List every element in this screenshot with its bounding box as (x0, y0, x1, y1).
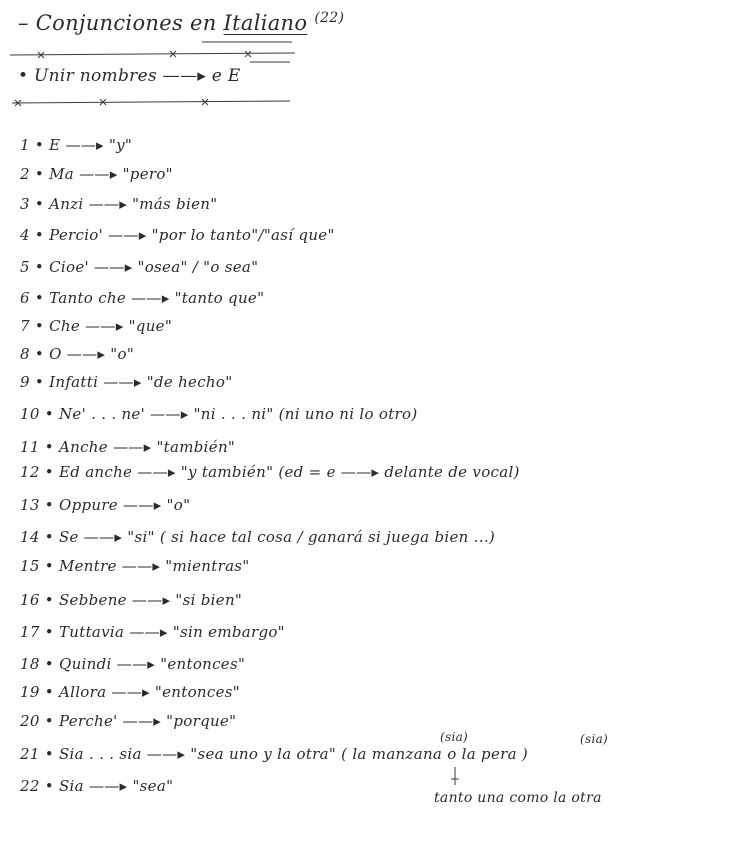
title-language: Italiano (223, 11, 308, 35)
list-item: 22 • Sia ——▸ "sea" (20, 777, 174, 795)
list-item: 4 • Percio' ——▸ "por lo tanto"/"así que" (20, 226, 335, 244)
annotation-sia: (sia) (580, 732, 609, 746)
list-item: 1 • E ——▸ "y" (20, 136, 133, 154)
list-item: 6 • Tanto che ——▸ "tanto que" (20, 289, 265, 307)
list-item: 10 • Ne' . . . ne' ——▸ "ni . . . ni" (ni uno ni lo otro) (20, 405, 418, 423)
list-item: 3 • Anzi ——▸ "más bien" (20, 195, 218, 213)
annotation-below: tanto una como la otra (434, 790, 602, 806)
list-item: 14 • Se ——▸ "si" ( si hace tal cosa / ganará si juega bien ...) (20, 528, 496, 546)
list-item: 15 • Mentre ——▸ "mientras" (20, 557, 250, 575)
list-item: 13 • Oppure ——▸ "o" (20, 496, 191, 514)
list-item: 20 • Perche' ——▸ "porque" (20, 712, 237, 730)
list-item: 12 • Ed anche ——▸ "y también" (ed = e ——▸ delante de vocal) (20, 463, 520, 481)
divider-line (12, 101, 290, 103)
list-item: 16 • Sebbene ——▸ "si bien" (20, 591, 243, 609)
title-count: (22) (314, 10, 345, 26)
list-item: 18 • Quindi ——▸ "entonces" (20, 655, 246, 673)
annotation-sia: (sia) (440, 730, 469, 744)
list-item: 19 • Allora ——▸ "entonces" (20, 683, 240, 701)
list-item: 7 • Che ——▸ "que" (20, 317, 173, 335)
list-item: 17 • Tuttavia ——▸ "sin embargo" (20, 623, 285, 641)
list-item: 5 • Cioe' ——▸ "osea" / "o sea" (20, 258, 259, 276)
title-prefix: – Conjunciones en (18, 11, 217, 35)
list-item: 11 • Anche ——▸ "también" (20, 438, 236, 456)
list-item: 2 • Ma ——▸ "pero" (20, 165, 173, 183)
list-item: 9 • Infatti ——▸ "de hecho" (20, 373, 233, 391)
divider-line (10, 53, 295, 55)
list-item: 8 • O ——▸ "o" (20, 345, 135, 363)
subtitle: • Unir nombres ——▸ e E (18, 66, 241, 86)
list-item: 21 • Sia . . . sia ——▸ "sea uno y la otra" ( la manzana o la pera ) (20, 745, 529, 763)
